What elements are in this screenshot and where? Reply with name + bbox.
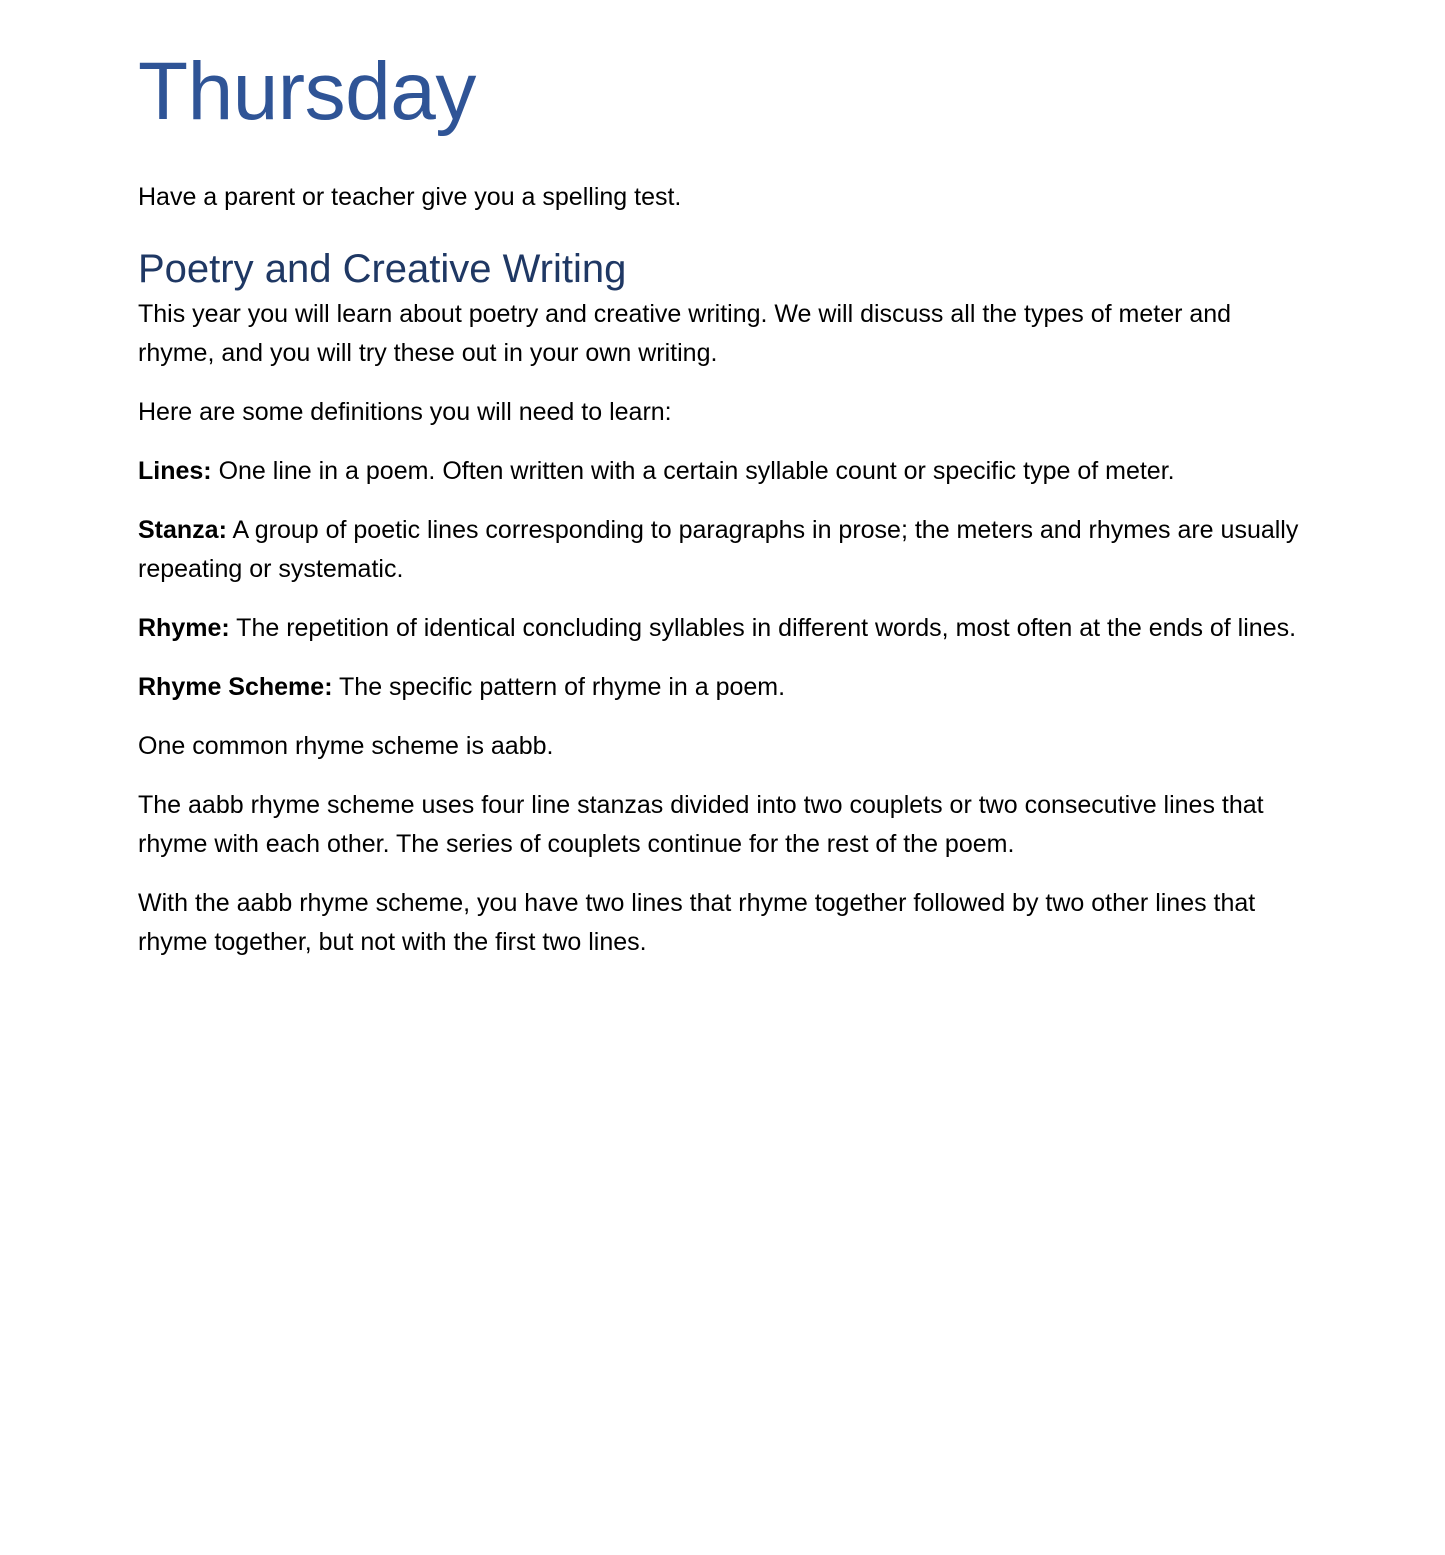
section-paragraph-2: Here are some definitions you will need to learn:	[138, 398, 672, 426]
definition-text: One line in a poem. Often written with a certain syllable count or specific type of meter.	[211, 457, 1175, 485]
definition-rhyme-scheme	[138, 668, 1308, 707]
closing-paragraph-1: One common rhyme scheme is aabb.	[138, 732, 554, 760]
section-heading: Poetry and Creative Writing	[138, 247, 627, 291]
document-page	[138, 0, 1308, 962]
definition-lines	[138, 452, 1308, 491]
definition-rhyme	[138, 609, 1308, 648]
definition-stanza	[138, 511, 1308, 589]
definition-text: A group of poetic lines corresponding to paragraphs in prose; the meters and rhymes are usually repeating or systematic.	[138, 516, 1299, 583]
definition-term: Rhyme:	[138, 614, 230, 642]
definition-term: Lines:	[138, 457, 212, 485]
definition-term: Stanza:	[138, 516, 227, 544]
definition-text: The specific pattern of rhyme in a poem.	[332, 673, 786, 701]
page-title: Thursday	[138, 46, 476, 137]
section-paragraph-1: This year you will learn about poetry and creative writing. We will discuss all the types of meter and rhyme, and you will try these out in your own writing.	[138, 300, 1232, 367]
closing-paragraph-3: With the aabb rhyme scheme, you have two lines that rhyme together followed by two other lines that rhyme together, but not with the first two lines.	[138, 889, 1256, 956]
definition-text: The repetition of identical concluding syllables in different words, most often at the ends of lines.	[229, 614, 1297, 642]
definition-term: Rhyme Scheme:	[138, 673, 333, 701]
closing-paragraph-2: The aabb rhyme scheme uses four line stanzas divided into two couplets or two consecutive lines that rhyme with each other. The series of couplets continue for the rest of the poem.	[138, 791, 1264, 858]
intro-paragraph: Have a parent or teacher give you a spelling test.	[138, 183, 682, 211]
